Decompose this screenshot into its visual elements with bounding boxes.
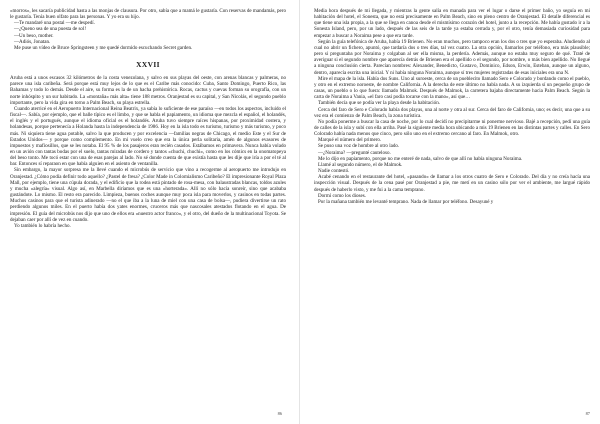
left-page <box>10 8 286 416</box>
gutter-divider <box>299 0 300 424</box>
page-number: 87 <box>585 411 590 416</box>
paragraph: Dormí como los dioses. <box>318 192 366 199</box>
paragraph: —Te mandaré una postal —me despedí. <box>14 20 95 27</box>
paragraph: Llamé al segundo número, el de Malmok. <box>318 161 403 168</box>
paragraph: Acabé cenando en el restaurante del hotel, «pasando» de llamar a los otros cuatro de Sero e Colorado. Del día y no creía hacía una inspección visual. Después de la cena pasé por Oranjestad a pie, me metí en un casino sólo por ver el ambiente, me largué rápido después de haberlo visto, y me fui a la cama temprano. <box>314 174 590 193</box>
paragraph: Nadie contestó. <box>318 168 350 175</box>
paragraph: —¿Noraima? —pregunté cauteloso. <box>318 149 391 156</box>
paragraph: Cerca del faro de Sero e Colorado había dos playas, una al norte y otra al sur. Cerca del faro de California, uno; es decir, una que a su vez era el comienzo de Palm Beach, la zona turística. <box>314 106 590 119</box>
paragraph: Me lo dijo en papiamento, porque no me enteré de nada, salvo de que allí no había ninguna Noraima. <box>318 155 523 162</box>
paragraph: Yo también lo habría hecho. <box>14 222 71 229</box>
left-page-body-after <box>10 75 286 229</box>
right-page <box>314 8 590 416</box>
paragraph: Media hora después de mi llegada, y mientras la gente salía en manada para ver el lugar o darse el primer baño, yo seguía en mi habitación del hotel, el Sonesta, que no está precisamente en Palm Beach, sino en pleno centro de Oranjestad. El detalle diferencial es que tiene una isla propia, a la que se llega en canoa desde el mismísimo corazón del hotel, junto a la recepción. Me había gustado ir a la Sonesta Island, pero, por un lado, después de las seis de la tarde ya estaba cerrada y, por el otro, tenía demasiada curiosidad para empezar a buscar a Noraima pese a que era tarde. <box>314 8 590 39</box>
paragraph: Me puse un vídeo de Bruce Springsteen y me quedé dormido escuchando Secret garden. <box>14 44 193 51</box>
paragraph: Sin embargo, la mayor sorpresa me la llevé cuando el microbús de servicio que vino a recogerme al aeropuerto me introdujo en Oranjestad. ¿Cómo podía definir todo aquello? ¿Pastel de fresa? ¿Color Made in Colomialismo Caribeño? El impresionante Royal Plaza Mall, por ejemplo, tiene una cúpula dorada, y el edificio que la rodea está pintado de rosa-mesa, con balaustradas blancas, toldos azules y mucha «alegría» visual. Algo así, en Marbella diríamos que es una «horterada». Allí no sólo hacía sonreír, sino que acababa gustándote. Lo mismo. El resto era parecido. Limpieza, buenos coches aunque muy poca isla para moverlos, y casinos en todas partes. Muchos casinos para que el turista adinerado —no el que iba a la luna de miel con una casa de bolsa—, pudiera divertirse un rato perdiendo algunos miles. En el puerto había dos yates enormes, cruceros más que nascosales atestados flotando en el agua. De impresión. El guía del microbús nos dijo que uno de ellos era «nuestro actor franco», y el otro, del dueño de la multinacional Toyota. Se dejaban caer por allí de vez en cuando. <box>10 167 286 223</box>
paragraph: —Un beso, mother. <box>14 32 54 39</box>
left-page-body-before <box>10 8 286 51</box>
right-page-body <box>314 8 590 205</box>
paragraph: —¿Queno sea de una puesta de sol! <box>14 26 87 33</box>
paragraph: Aruba está a unos escasos 32 kilómetros de la costa venezolana, y salvo en sus playas del oeste, con arenas blancas y palmeras, no parece una isla caribeña. Será porque está muy lejos de lo que es el Caribe más conocido: Cuba, Santo Domingo, Puerto Rico, las Bahamas y todo lo demás. Desde el aire, su forma es la de un hacha prehistórica. Rocas, cactus y cuevas forman su orografía, con un norte inhóspito y un sur habitado. La «montaña» más alta» tiene 188 metros. Oranjestad es su capital, y San Nicolás, el segundo pueblo importante, pero la vida gira en torno a Palm Beach, su playa estrella. <box>10 75 286 106</box>
paragraph: Marqué el número del primero. <box>318 137 382 144</box>
paragraph: Mire el mapa de la isla. Había dos Suns. Uno al suroeste, cerca de un pueblecito llamado Sero e Colorado y bordando como el pueblo, y otro en el extremo noroeste, de nombre California. A la derecha de este último no había nada. A su izquierda sí un pequeño grupo de casas, un pueblo o lo que fuera: llamado Malmok. Después de Malmok, la carretera bajaba directamente hacia Palm Beach. Según la carta de Noraima a Vania, «el faro casi podía tocarse con la mano», así que… <box>314 75 590 101</box>
paragraph: Por la mañana también me levanté temprano. Nada de llamar por teléfono. Desayuné y <box>318 198 494 205</box>
paragraph: —Adiós, Jonatan. <box>14 38 51 45</box>
chapter-heading: XXVII <box>136 60 160 70</box>
paragraph: También decía que se podía ver la playa desde la habitación. <box>318 100 440 107</box>
paragraph: «morros», les sacaría publicidad hasta a las monjas de clausura. Por otro, sabía que a mamá le gustaría. Con reservas de mandamás, pero le gustaría. Tenía buen olfato para las personas. Y yo era su hijo. <box>10 8 286 21</box>
paragraph: Cuando aterricé en el Aeropuerto Internacional Reina Beatrix, ya sabía lo suficiente de ese paraíso —en todos los aspectos, incluido el fiscal—. Sabía, por ejemplo, que el balle típico es el limbo, y que se habla el papiamento, un idioma que mezcla el español, el holandés, el inglés y el portugués, aunque el idioma oficial es el holandés. Aruba tuvo siempre raíces hispanas, por proximidad costera, y holandesas, porque pertenecía a Holanda hasta la independencia de 1986. Hoy en la isla todo es turismo, turismo y más turismo, y poco más. Ni siquiera tiene agua potable, salvo la que producen y por excelencia —familias negras de Chicago, el medio Este y el Sur de Estados Unidos— y porque como complemento. En mi vuelo creo que era la única perla solitaria, amén de algunos evasores de impuestos y mafiosillos, que se les notaba. El 95 % de los pasajeros eran recién casados. Estábamos en primavera. Nunca había volado en un avión con tantas bodas por el suelo, tantas miradas de cordero y tantos «chuchi, chuchi», como en los cómics en la onomatopeya del beso tonto. Me tocó estar con una de esas parejas al lado. No sé donde cuenta de que existía hasta que les dije que iría a por el té al bar. Entonces sí reparaon en que había alguien en el asiento de ventanilla. <box>10 105 286 168</box>
page-number: 86 <box>277 411 282 416</box>
paragraph: No podía ponerme a buscar la casa de noche, por lo cual decidí no precipitarme ni ponerme nervioso. Bajé a recepción, pedí una guía de calles de la isla y subí con ella arriba. Pasé la siguiente media hora ubicando a mis 19 Brienen en las distintas partes y calles. En Sero Colorado había nada menos que cinco, pero sólo uno en el extremo cercano al faro. En Malmok, otro. <box>314 118 590 138</box>
paragraph: Según la guía telefónica de Aruba, había 19 Brienen. No eran muchos, pero tampoco eran los dos o tres que yo esperaba. Aludiendo al cual no abrir un fichero, apuntó, que tardaría dos o tres días, tal vez cuatro. La otra opción, llamarlos por teléfono, era más plausible; pero si preguntaba por Noraima y colgaban al ser ella misma, la perdería. Además, aunque no estaba muy seguro de qué. Traté de averiguar si el segundo nombre que aparecía detrás de Brienen era el apellido o el segundo, por nombre, o más bien apellido. No llegué a ninguna conclusión cierta. Parecían nombres: Alexander, Benedicto, Gustavo, Dominico, Edson, Erwin, Esteban, aunque un alguno, dentro, aparecía escrita una inicial. Y ni había ninguna Noraima, aunque sí tres mujeres registradas de esas iniciales era una N. <box>314 38 590 76</box>
paragraph: Se puso una voz de hombre al otro lado. <box>318 143 400 150</box>
